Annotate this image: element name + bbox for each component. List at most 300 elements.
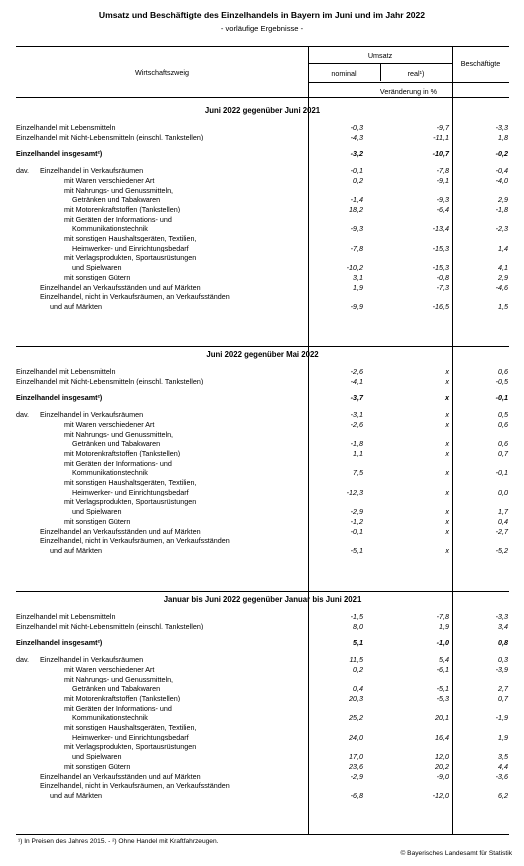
value-beschaeftigte: -3,3 (495, 612, 508, 621)
value-nominal: -9,9 (350, 301, 363, 311)
value-real: x (445, 516, 449, 526)
table-row (16, 792, 509, 801)
table-row (16, 763, 509, 772)
row-label-text: Einzelhandel mit Nicht-Lebensmitteln (einschl. Tankstellen) (16, 377, 204, 385)
value-beschaeftigte: 0,6 (498, 419, 508, 429)
row-label-text: Heimwerker- und Einrichtungsbedarf (72, 733, 189, 741)
row-label (16, 656, 308, 663)
value-nominal: -5,1 (350, 545, 363, 555)
value-real: -9,7 (436, 123, 449, 132)
row-label-text: Kommunikationstechnik (72, 225, 148, 233)
value-beschaeftigte: 3,5 (498, 752, 508, 762)
table-row (16, 743, 509, 752)
value-beschaeftigte: 1,9 (498, 732, 508, 742)
row-label (16, 743, 308, 750)
row-label (16, 264, 308, 271)
row-label-text: Einzelhandel in Verkaufsräumen (40, 656, 144, 664)
value-real: -0,8 (436, 272, 449, 282)
table-row (16, 303, 509, 312)
table-row (16, 225, 509, 234)
value-beschaeftigte: 6,2 (498, 790, 508, 800)
row-label-text: Einzelhandel insgesamt²) (16, 150, 103, 158)
value-nominal: -0,1 (350, 166, 363, 176)
row-label (16, 792, 308, 799)
row-label-text: Einzelhandel, nicht in Verkaufsräumen, an Verkaufsständen (40, 293, 230, 301)
value-nominal: 5,1 (353, 638, 363, 648)
row-label (16, 773, 308, 780)
table-row (16, 421, 509, 430)
row-label-text: Getränken und Tabakwaren (72, 685, 161, 693)
page-subtitle: - vorläufige Ergebnisse - (220, 24, 304, 33)
row-label (16, 479, 308, 486)
row-label-text: Kommunikationstechnik (72, 469, 148, 477)
table-row (16, 167, 509, 176)
table-row (16, 264, 509, 273)
row-label-text: Einzelhandel mit Nicht-Lebensmitteln (einschl. Tankstellen) (16, 622, 204, 630)
value-nominal: -4,3 (350, 132, 363, 142)
value-real: x (445, 439, 449, 449)
value-beschaeftigte: 2,9 (498, 272, 508, 282)
value-real: -9,1 (436, 175, 449, 185)
value-nominal: 1,1 (353, 448, 363, 458)
row-label (16, 666, 308, 673)
header-rule (308, 63, 452, 64)
header-change-unit: Veränderung in % (379, 87, 438, 96)
value-beschaeftigte: 2,7 (498, 684, 508, 694)
value-beschaeftigte: -1,9 (495, 713, 508, 723)
value-real: -7,3 (436, 282, 449, 292)
value-beschaeftigte: -4,6 (495, 282, 508, 292)
value-nominal: 25,2 (349, 713, 363, 723)
value-nominal: -2,6 (350, 367, 363, 376)
row-label-text: Einzelhandel, nicht in Verkaufsräumen, an Verkaufsständen (40, 537, 230, 545)
value-nominal: 20,3 (349, 693, 363, 703)
row-label (16, 150, 308, 157)
row-label-text: mit sonstigen Gütern (64, 273, 131, 281)
row-label (16, 724, 308, 731)
value-beschaeftigte: 0,4 (498, 516, 508, 526)
value-real: 1,9 (439, 621, 449, 631)
row-label-text: und Spielwaren (72, 753, 122, 761)
row-label-text: und auf Märkten (50, 546, 102, 555)
row-label-text: Heimwerker- und Einrichtungsbedarf (72, 244, 189, 252)
row-label (16, 528, 308, 535)
value-nominal: -1,2 (350, 516, 363, 526)
value-beschaeftigte: -3,3 (495, 123, 508, 132)
row-label (16, 469, 308, 476)
value-beschaeftigte: -2,3 (495, 224, 508, 234)
row-label (16, 293, 308, 300)
row-label (16, 763, 308, 770)
davon-marker: dav. (16, 656, 30, 664)
row-label (16, 134, 308, 141)
table-row (16, 469, 509, 478)
table-row (16, 150, 509, 159)
table-row (16, 411, 509, 420)
row-label-text: Einzelhandel, nicht in Verkaufsräumen, an Verkaufsständen (40, 782, 230, 790)
row-label-text: Einzelhandel mit Lebensmitteln (16, 124, 116, 132)
row-label (16, 216, 308, 223)
value-real: 12,0 (435, 752, 449, 762)
row-label-text: mit sonstigen Gütern (64, 762, 131, 770)
row-label-text: Einzelhandel in Verkaufsräumen (40, 411, 144, 419)
row-label (16, 623, 308, 630)
row-label (16, 245, 308, 252)
row-label-text: mit Motorenkraftstoffen (Tankstellen) (64, 694, 181, 703)
row-label (16, 411, 308, 418)
value-real: -12,0 (432, 790, 449, 800)
table-row (16, 724, 509, 733)
header-real: real¹) (407, 69, 425, 78)
value-real: x (445, 419, 449, 429)
row-label-text: und auf Märkten (50, 791, 102, 800)
row-label-text: Einzelhandel insgesamt²) (16, 639, 103, 647)
table-row (16, 460, 509, 469)
section-rule (16, 346, 509, 347)
row-label (16, 460, 308, 467)
row-label-text: mit sonstigen Gütern (64, 517, 131, 525)
value-real: -10,7 (432, 149, 449, 159)
row-label-text: mit Motorenkraftstoffen (Tankstellen) (64, 205, 181, 214)
value-real: -9,0 (436, 771, 449, 781)
row-label-text: mit Geräten der Informations- und (64, 704, 172, 712)
row-label-text: Einzelhandel mit Lebensmitteln (16, 368, 116, 376)
row-label-text: Getränken und Tabakwaren (72, 196, 161, 204)
value-nominal: 17,0 (349, 752, 363, 762)
table-row (16, 293, 509, 302)
row-label (16, 187, 308, 194)
value-beschaeftigte: 1,5 (498, 301, 508, 311)
row-label-text: Einzelhandel an Verkaufsständen und auf Märkten (40, 527, 201, 535)
value-nominal: 0,2 (353, 664, 363, 674)
value-beschaeftigte: 0,7 (498, 693, 508, 703)
row-label (16, 421, 308, 428)
row-label (16, 714, 308, 721)
value-real: x (445, 468, 449, 478)
table-row (16, 479, 509, 488)
value-nominal: 18,2 (349, 204, 363, 214)
value-real: x (445, 393, 449, 403)
value-nominal: 24,0 (349, 732, 363, 742)
value-beschaeftigte: -0,4 (495, 166, 508, 176)
row-label-text: mit Nahrungs- und Genussmitteln, (64, 430, 174, 438)
value-nominal: -10,2 (346, 263, 363, 273)
table-row (16, 124, 509, 133)
value-real: 20,2 (435, 761, 449, 771)
table-row (16, 695, 509, 704)
value-nominal: -12,3 (346, 487, 363, 497)
table-row (16, 134, 509, 143)
value-nominal: -2,9 (350, 507, 363, 517)
row-label (16, 782, 308, 789)
row-label (16, 196, 308, 203)
table-row (16, 196, 509, 205)
row-label-text: Einzelhandel in Verkaufsräumen (40, 167, 144, 175)
row-label (16, 124, 308, 131)
value-real: x (445, 545, 449, 555)
row-label (16, 284, 308, 291)
value-real: x (445, 367, 449, 376)
table-bottom-rule (16, 834, 509, 835)
table-row (16, 254, 509, 263)
row-label-text: Getränken und Tabakwaren (72, 440, 161, 448)
value-real: 16,4 (435, 732, 449, 742)
value-real: -6,1 (436, 664, 449, 674)
header-nominal: nominal (331, 69, 357, 78)
header-rule (308, 82, 509, 83)
value-nominal: 3,1 (353, 272, 363, 282)
value-beschaeftigte: -1,8 (495, 204, 508, 214)
table-row (16, 489, 509, 498)
value-real: -7,8 (436, 166, 449, 176)
value-nominal: 0,2 (353, 175, 363, 185)
table-row (16, 734, 509, 743)
table-row (16, 518, 509, 527)
table-row (16, 245, 509, 254)
row-label (16, 225, 308, 232)
table-row (16, 773, 509, 782)
row-label-text: Einzelhandel an Verkaufsständen und auf Märkten (40, 283, 201, 291)
value-nominal: 7,5 (353, 468, 363, 478)
row-label-text: mit Waren verschiedener Art (64, 176, 155, 184)
row-label (16, 394, 308, 401)
row-label (16, 177, 308, 184)
value-nominal: -7,8 (350, 243, 363, 253)
table-row (16, 676, 509, 685)
value-real: -7,8 (436, 612, 449, 621)
value-real: -9,3 (436, 195, 449, 205)
value-nominal: -9,3 (350, 224, 363, 234)
value-beschaeftigte: 0,7 (498, 448, 508, 458)
page-title: Umsatz und Beschäftigte des Einzelhandels in Bayern im Juni und im Jahr 2022 (98, 10, 426, 20)
davon-marker: dav. (16, 167, 30, 175)
copyright: © Bayerisches Landesamt für Statistik (400, 850, 512, 857)
row-label-text: und Spielwaren (72, 264, 122, 272)
value-beschaeftigte: -0,1 (495, 393, 508, 403)
value-beschaeftigte: 1,8 (498, 132, 508, 142)
table-row (16, 274, 509, 283)
value-real: x (445, 376, 449, 386)
row-label (16, 431, 308, 438)
table-header (16, 46, 509, 98)
value-real: x (445, 448, 449, 458)
header-beschaeftigte: Beschäftigte (460, 59, 501, 68)
value-nominal: 11,5 (349, 655, 363, 665)
table-row (16, 284, 509, 293)
davon-marker: dav. (16, 411, 30, 419)
table-row (16, 508, 509, 517)
value-beschaeftigte: 4,4 (498, 761, 508, 771)
table-row (16, 613, 509, 622)
value-real: x (445, 507, 449, 517)
value-beschaeftigte: 0,6 (498, 439, 508, 449)
table-row (16, 431, 509, 440)
value-beschaeftigte: -0,5 (495, 376, 508, 386)
table-row (16, 440, 509, 449)
value-beschaeftigte: -3,9 (495, 664, 508, 674)
table-row (16, 656, 509, 665)
section-title: Juni 2022 gegenüber Mai 2022 (206, 350, 319, 359)
table-row (16, 528, 509, 537)
row-label-text: mit Geräten der Informations- und (64, 459, 172, 467)
footnote: ¹) In Preisen des Jahres 2015. - ²) Ohne Handel mit Kraftfahrzeugen. (18, 838, 219, 845)
row-label (16, 450, 308, 457)
row-label-text: mit Motorenkraftstoffen (Tankstellen) (64, 449, 181, 458)
value-real: x (445, 526, 449, 536)
value-real: -5,1 (436, 684, 449, 694)
value-beschaeftigte: 0,3 (498, 655, 508, 665)
value-real: -15,3 (432, 263, 449, 273)
value-beschaeftigte: 1,7 (498, 507, 508, 517)
row-label (16, 676, 308, 683)
row-label (16, 274, 308, 281)
value-nominal: -3,1 (350, 410, 363, 420)
value-nominal: -3,7 (350, 393, 363, 403)
row-label-text: und auf Märkten (50, 302, 102, 311)
row-label-text: mit Geräten der Informations- und (64, 215, 172, 223)
row-label (16, 639, 308, 646)
table-row (16, 378, 509, 387)
value-nominal: -1,5 (350, 612, 363, 621)
row-label-text: mit sonstigen Haushaltsgeräten, Textilien, (64, 479, 197, 487)
value-real: -16,5 (432, 301, 449, 311)
value-beschaeftigte: 1,4 (498, 243, 508, 253)
value-beschaeftigte: 2,9 (498, 195, 508, 205)
value-real: 20,1 (435, 713, 449, 723)
value-beschaeftigte: -0,2 (495, 149, 508, 159)
value-beschaeftigte: -4,0 (495, 175, 508, 185)
table-row (16, 782, 509, 791)
row-label-text: Einzelhandel an Verkaufsständen und auf Märkten (40, 772, 201, 780)
value-nominal: -2,6 (350, 419, 363, 429)
value-nominal: -3,2 (350, 149, 363, 159)
table-row (16, 394, 509, 403)
row-label (16, 303, 308, 310)
row-label-text: mit Nahrungs- und Genussmitteln, (64, 186, 174, 194)
header-branch: Wirtschaftszweig (135, 68, 189, 77)
value-real: 5,4 (439, 655, 449, 665)
section-rule (16, 591, 509, 592)
table-row (16, 206, 509, 215)
value-nominal: -0,3 (350, 123, 363, 132)
table-row (16, 639, 509, 648)
value-nominal: -1,4 (350, 195, 363, 205)
row-label-text: mit Verlagsprodukten, Sportausrüstungen (64, 743, 197, 751)
value-real: -6,4 (436, 204, 449, 214)
row-label-text: mit Verlagsprodukten, Sportausrüstungen (64, 498, 197, 506)
row-label (16, 235, 308, 242)
row-label (16, 254, 308, 261)
value-beschaeftigte: -0,1 (495, 468, 508, 478)
row-label (16, 547, 308, 554)
value-real: -15,3 (432, 243, 449, 253)
table-row (16, 216, 509, 225)
value-real: -11,1 (433, 132, 449, 142)
table-row (16, 547, 509, 556)
value-beschaeftigte: -2,7 (495, 526, 508, 536)
value-real: -13,4 (432, 224, 449, 234)
row-label (16, 167, 308, 174)
value-beschaeftigte: 0,6 (498, 367, 508, 376)
row-label (16, 508, 308, 515)
section-title: Juni 2022 gegenüber Juni 2021 (204, 106, 321, 115)
row-label (16, 368, 308, 375)
table-row (16, 368, 509, 377)
row-label (16, 685, 308, 692)
value-real: x (445, 487, 449, 497)
value-nominal: -6,8 (350, 790, 363, 800)
row-label-text: Einzelhandel insgesamt²) (16, 394, 103, 402)
value-real: -5,3 (436, 693, 449, 703)
table-row (16, 537, 509, 546)
row-label (16, 518, 308, 525)
table-row (16, 685, 509, 694)
row-label-text: mit Waren verschiedener Art (64, 420, 155, 428)
table-row (16, 666, 509, 675)
value-nominal: -0,1 (350, 526, 363, 536)
value-nominal: 8,0 (353, 621, 363, 631)
value-real: x (445, 410, 449, 420)
value-beschaeftigte: 0,5 (498, 410, 508, 420)
row-label-text: Einzelhandel mit Nicht-Lebensmitteln (einschl. Tankstellen) (16, 133, 204, 141)
row-label (16, 498, 308, 505)
row-label-text: Einzelhandel mit Lebensmitteln (16, 613, 116, 621)
table-row (16, 623, 509, 632)
value-real: -1,0 (436, 638, 449, 648)
row-label-text: Heimwerker- und Einrichtungsbedarf (72, 488, 189, 496)
row-label (16, 206, 308, 213)
row-label (16, 440, 308, 447)
row-label (16, 695, 308, 702)
value-beschaeftigte: 0,8 (498, 638, 508, 648)
row-label (16, 613, 308, 620)
value-beschaeftigte: -5,2 (495, 545, 508, 555)
table-row (16, 187, 509, 196)
table-row (16, 705, 509, 714)
row-label (16, 378, 308, 385)
value-beschaeftigte: -3,6 (495, 771, 508, 781)
row-label (16, 537, 308, 544)
row-label-text: und Spielwaren (72, 508, 122, 516)
row-label-text: Kommunikationstechnik (72, 714, 148, 722)
row-label-text: mit sonstigen Haushaltsgeräten, Textilien, (64, 235, 197, 243)
row-label (16, 705, 308, 712)
row-label (16, 753, 308, 760)
table-row (16, 235, 509, 244)
table-row (16, 714, 509, 723)
table-row (16, 450, 509, 459)
row-label (16, 489, 308, 496)
value-beschaeftigte: 0,0 (498, 487, 508, 497)
table-row (16, 753, 509, 762)
value-nominal: -1,8 (350, 439, 363, 449)
header-umsatz: Umsatz (367, 51, 393, 60)
row-label-text: mit Nahrungs- und Genussmitteln, (64, 675, 174, 683)
value-nominal: -4,1 (350, 376, 363, 386)
section-title: Januar bis Juni 2022 gegenüber Januar bis Juni 2021 (163, 595, 362, 604)
row-label-text: mit Verlagsprodukten, Sportausrüstungen (64, 254, 197, 262)
row-label-text: mit sonstigen Haushaltsgeräten, Textilien, (64, 724, 197, 732)
value-nominal: -2,9 (350, 771, 363, 781)
table-row (16, 177, 509, 186)
value-beschaeftigte: 4,1 (498, 263, 508, 273)
value-beschaeftigte: 3,4 (498, 621, 508, 631)
value-nominal: 0,4 (353, 684, 363, 694)
row-label-text: mit Waren verschiedener Art (64, 665, 155, 673)
value-nominal: 23,6 (349, 761, 363, 771)
table-row (16, 498, 509, 507)
row-label (16, 734, 308, 741)
